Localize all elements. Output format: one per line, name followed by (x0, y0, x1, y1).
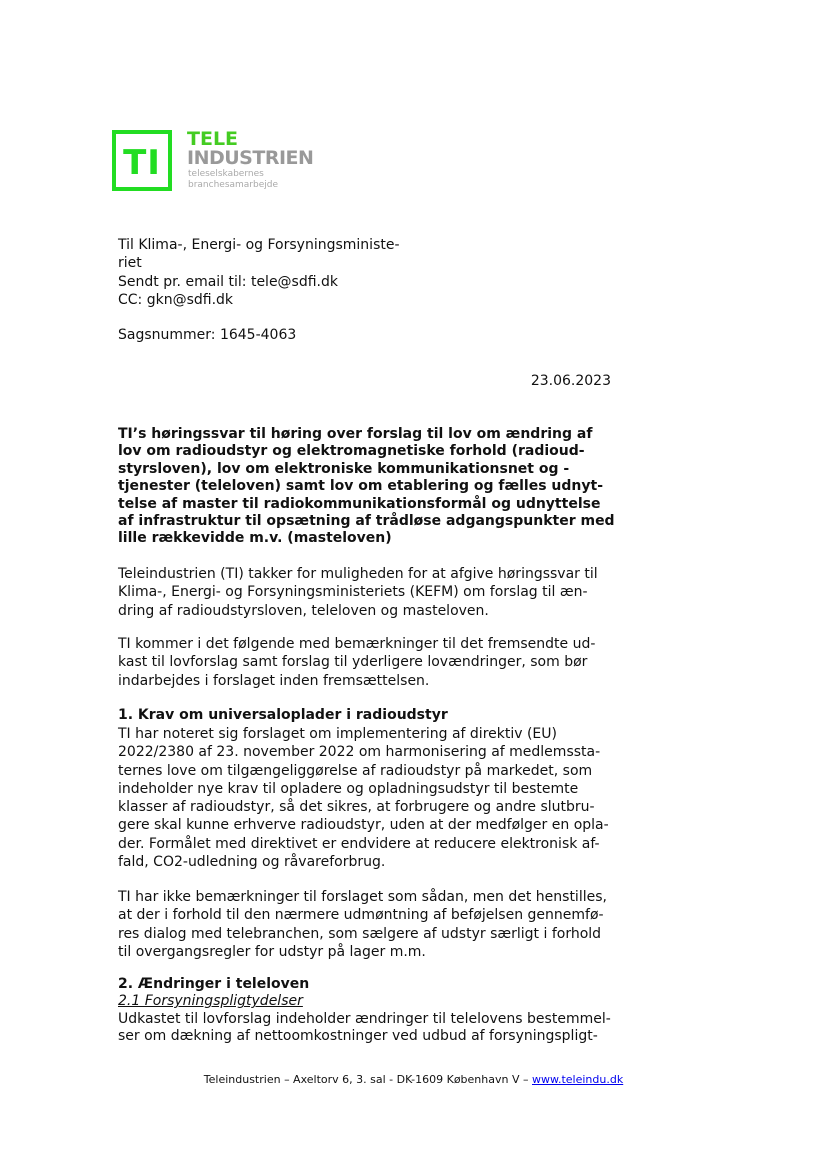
section-1-paragraph-1 (118, 725, 609, 871)
text-line: klasser af radioudstyr, så det sikres, at forbrugere og andre slutbru- (118, 799, 595, 816)
footer (0, 1073, 827, 1086)
logo-mark (112, 130, 172, 191)
text-line: CC: gkn@sdfi.dk (118, 291, 234, 308)
text-line: dring af radioudstyrsloven, teleloven og masteloven. (118, 602, 489, 619)
logo-subtitle-1: teleselskabernes (188, 169, 264, 179)
text-line: Sendt pr. email til: tele@sdfi.dk (118, 273, 339, 290)
text-line: Udkastet til lovforslag indeholder ændringer til telelovens bestemmel- (118, 1010, 611, 1027)
text-line: TI har ikke bemærkninger til forslaget som sådan, men det henstilles, (118, 889, 607, 905)
logo-subtitle-2: branchesamarbejde (188, 180, 279, 190)
text-line: lov om radioudstyr og elektromagnetiske forhold (radioud- (118, 443, 585, 460)
text-line: ternes love om tilgængeliggørelse af radioudstyr på markedet, som (118, 762, 593, 779)
text-line: lille rækkevidde m.v. (masteloven) (118, 530, 392, 547)
section-1-paragraph-2 (118, 888, 607, 961)
text-line: res dialog med telebranchen, som sælgere af udstyr særligt i forhold (118, 925, 602, 942)
section-2 (118, 976, 611, 1046)
footer-address: Teleindustrien – Axeltorv 6, 3. sal - DK-1609 København V – (203, 1073, 532, 1086)
logo-mark-text: TI (123, 143, 161, 183)
text-line: fald, CO2-udledning og råvareforbrug. (118, 854, 386, 871)
section-2-paragraph-1 (118, 1011, 611, 1046)
recipient-address (118, 236, 400, 309)
text-line: styrsloven), lov om elektroniske kommunikationsnet og - (118, 460, 570, 477)
text-line: indarbejdes i forslaget inden fremsættelsen. (118, 672, 430, 689)
text-line: indeholder nye krav til opladere og opladningsudstyr til bestemte (118, 780, 579, 797)
text-line: tjenester (teleloven) samt lov om etablering og fælles udnyt- (118, 478, 604, 495)
document-date: 23.06.2023 (530, 373, 611, 389)
text-line: 2022/2380 af 23. november 2022 om harmonisering af medlemssta- (118, 744, 601, 761)
text-line: kast til lovforslag samt forslag til yderligere lovændringer, som bør (118, 654, 588, 671)
case-number: Sagsnummer: 1645-4063 (118, 327, 297, 343)
text-line: af infrastruktur til opsætning af trådløse adgangspunkter med (118, 512, 615, 529)
text-line: at der i forhold til den nærmere udmøntning af beføjelsen gennemfø- (118, 907, 604, 924)
text-line: TI kommer i det følgende med bemærkninger til det fremsendte ud- (118, 636, 596, 652)
logo-text-industrien: INDUSTRIEN (187, 147, 314, 169)
section-2-1-subheading: 2.1 Forsyningspligtydelser (118, 993, 303, 1010)
text-line: Til Klima-, Energi- og Forsyningsministe- (118, 237, 400, 253)
section-1-heading: 1. Krav om universaloplader i radioudstyr (118, 707, 448, 723)
intro-paragraph-1 (118, 565, 598, 620)
text-line: gere skal kunne erhverve radioudstyr, uden at der medfølger en opla- (118, 817, 609, 834)
text-line: Teleindustrien (TI) takker for muligheden for at afgive høringssvar til (118, 566, 598, 582)
text-line: TI’s høringssvar til høring over forslag til lov om ændring af (118, 426, 593, 442)
document-title (118, 426, 615, 548)
text-line: der. Formålet med direktivet er endvidere at reducere elektronisk af- (118, 835, 600, 852)
footer-website-link[interactable]: www.teleindu.dk (532, 1073, 624, 1086)
text-line: TI har noteret sig forslaget om implementering af direktiv (EU) (118, 726, 557, 742)
text-line: Klima-, Energi- og Forsyningsministeriets (KEFM) om forslag til æn- (118, 584, 588, 601)
section-2-heading: 2. Ændringer i teleloven (118, 976, 310, 992)
intro-paragraph-2 (118, 635, 595, 690)
logo-text-tele: TELE (187, 128, 239, 150)
text-line: telse af master til radiokommunikationsformål og udnyttelse (118, 495, 601, 512)
text-line: til overgangsregler for udstyr på lager m.m. (118, 943, 426, 960)
text-line: ser om dækning af nettoomkostninger ved udbud af forsyningspligt- (118, 1028, 598, 1045)
text-line: riet (118, 255, 142, 272)
